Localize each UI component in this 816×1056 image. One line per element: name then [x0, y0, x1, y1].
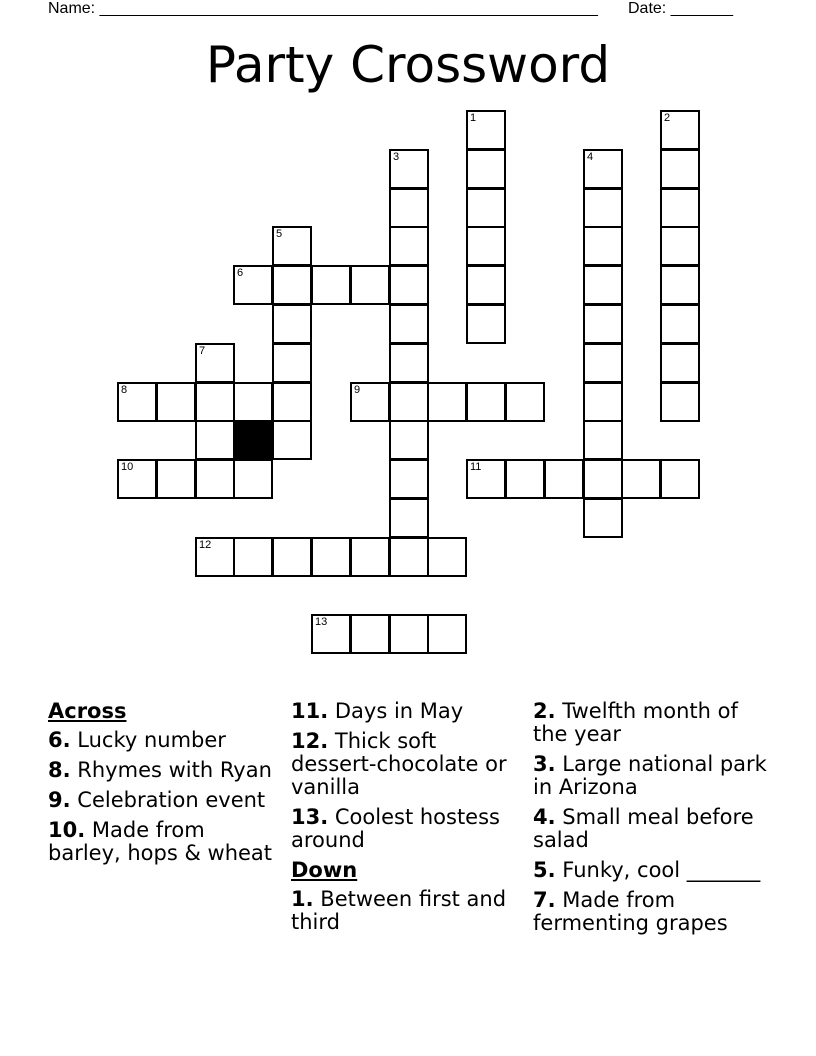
answer-cell[interactable] — [466, 382, 506, 422]
clue-item-number: 10. — [48, 818, 86, 842]
clue-number: 7 — [199, 345, 206, 357]
answer-cell[interactable] — [389, 614, 429, 654]
clue-item-text: Coolest hostess around — [291, 805, 500, 852]
answer-cell[interactable] — [272, 304, 312, 344]
clue-item-text: Small meal before salad — [533, 805, 754, 852]
answer-cell[interactable] — [350, 614, 390, 654]
clue-item-number: 11. — [291, 699, 329, 723]
name-label: Name: — [48, 0, 96, 17]
date-label: Date: — [628, 0, 667, 17]
clue-item-text: Celebration event — [77, 788, 266, 812]
answer-cell[interactable] — [272, 382, 312, 422]
answer-cell[interactable] — [389, 382, 429, 422]
clue-item-number: 9. — [48, 788, 71, 812]
clue-number: 12 — [199, 539, 212, 551]
answer-cell[interactable] — [466, 459, 506, 499]
clue-column-1 — [48, 700, 284, 872]
answer-cell[interactable] — [660, 110, 700, 150]
answer-cell[interactable] — [505, 459, 545, 499]
answer-cell[interactable] — [466, 188, 506, 228]
clue-column-2 — [291, 700, 527, 941]
clue-item-text: Large national park in Arizona — [533, 752, 767, 799]
clue-item-text: Made from fermenting grapes — [533, 888, 728, 935]
answer-cell[interactable] — [156, 459, 196, 499]
clue-item — [48, 729, 284, 752]
clue-item-number: 6. — [48, 728, 71, 752]
clue-item-text: Days in May — [334, 699, 464, 723]
answer-cell[interactable] — [117, 459, 157, 499]
clue-number: 10 — [121, 461, 134, 473]
worksheet-header — [48, 0, 733, 18]
clue-item-number: 5. — [533, 858, 556, 882]
answer-cell[interactable] — [427, 382, 467, 422]
answer-cell[interactable] — [466, 226, 506, 266]
clue-item — [48, 819, 284, 865]
answer-cell[interactable] — [389, 188, 429, 228]
answer-cell[interactable] — [272, 343, 312, 383]
name-blank: ________________________________________________________ — [99, 0, 598, 17]
answer-cell[interactable] — [389, 304, 429, 344]
clue-item-text: Funky, cool _______ — [562, 858, 761, 882]
answer-cell[interactable] — [389, 459, 429, 499]
black-cell — [233, 420, 273, 460]
answer-cell[interactable] — [233, 537, 273, 577]
answer-cell[interactable] — [350, 265, 390, 305]
answer-cell[interactable] — [311, 614, 351, 654]
clue-number: 5 — [276, 228, 283, 240]
answer-cell[interactable] — [505, 382, 545, 422]
clue-item-text: Made from barley, hops & wheat — [48, 818, 273, 865]
clue-column-3 — [533, 700, 769, 942]
answer-cell[interactable] — [233, 382, 273, 422]
answer-cell[interactable] — [583, 498, 623, 538]
answer-cell[interactable] — [311, 537, 351, 577]
clue-item-text: Twelfth month of the year — [533, 699, 738, 746]
answer-cell[interactable] — [195, 343, 235, 383]
answer-cell[interactable] — [583, 265, 623, 305]
clue-number: 3 — [393, 151, 400, 163]
clue-item-number: 1. — [291, 887, 314, 911]
clue-item-text: Lucky number — [77, 728, 226, 752]
answer-cell[interactable] — [544, 459, 584, 499]
clue-item — [291, 888, 527, 934]
answer-cell[interactable] — [389, 498, 429, 538]
answer-cell[interactable] — [583, 304, 623, 344]
answer-cell[interactable] — [272, 226, 312, 266]
answer-cell[interactable] — [389, 420, 429, 460]
answer-cell[interactable] — [389, 537, 429, 577]
date-field — [628, 0, 737, 18]
clue-item-number: 13. — [291, 805, 329, 829]
clue-item-number: 3. — [533, 752, 556, 776]
clue-item — [48, 789, 284, 812]
clue-item — [48, 759, 284, 782]
answer-cell[interactable] — [660, 304, 700, 344]
clue-item — [533, 700, 769, 746]
answer-cell[interactable] — [311, 265, 351, 305]
answer-cell[interactable] — [389, 343, 429, 383]
across-heading: Across — [48, 699, 127, 723]
clue-item-text: Rhymes with Ryan — [77, 758, 272, 782]
clue-item — [533, 859, 769, 882]
answer-cell[interactable] — [195, 382, 235, 422]
clue-number: 6 — [237, 267, 244, 279]
answer-cell[interactable] — [272, 420, 312, 460]
answer-cell[interactable] — [466, 304, 506, 344]
answer-cell[interactable] — [583, 459, 623, 499]
answer-cell[interactable] — [466, 110, 506, 150]
answer-cell[interactable] — [272, 537, 312, 577]
answer-cell[interactable] — [195, 537, 235, 577]
answer-cell[interactable] — [233, 265, 273, 305]
clue-item — [533, 753, 769, 799]
clue-item-number: 12. — [291, 729, 329, 753]
answer-cell[interactable] — [427, 537, 467, 577]
clue-number: 4 — [587, 151, 594, 163]
answer-cell[interactable] — [660, 343, 700, 383]
clue-number: 2 — [664, 112, 671, 124]
down-heading: Down — [291, 858, 358, 882]
answer-cell[interactable] — [583, 343, 623, 383]
answer-cell[interactable] — [272, 265, 312, 305]
answer-cell[interactable] — [233, 459, 273, 499]
clue-item-text: Thick soft dessert-chocolate or vanilla — [291, 729, 507, 799]
answer-cell[interactable] — [389, 265, 429, 305]
clue-item-text: Between first and third — [291, 887, 507, 934]
answer-cell[interactable] — [117, 382, 157, 422]
clue-number: 1 — [470, 112, 477, 124]
answer-cell[interactable] — [350, 382, 390, 422]
answer-cell[interactable] — [466, 265, 506, 305]
page-title: Party Crossword — [205, 36, 611, 94]
answer-cell[interactable] — [195, 420, 235, 460]
clue-item-number: 8. — [48, 758, 71, 782]
answer-cell[interactable] — [427, 614, 467, 654]
clue-number: 9 — [354, 384, 361, 396]
answer-cell[interactable] — [195, 459, 235, 499]
clue-number: 8 — [121, 384, 128, 396]
answer-cell[interactable] — [350, 537, 390, 577]
answer-cell[interactable] — [466, 149, 506, 189]
answer-cell[interactable] — [156, 382, 196, 422]
answer-cell[interactable] — [660, 459, 700, 499]
clue-number: 11 — [470, 461, 482, 473]
answer-cell[interactable] — [583, 188, 623, 228]
clue-item-number: 7. — [533, 888, 556, 912]
clue-item — [291, 700, 527, 723]
answer-cell[interactable] — [660, 188, 700, 228]
clue-item — [533, 889, 769, 935]
answer-cell[interactable] — [660, 149, 700, 189]
answer-cell[interactable] — [660, 382, 700, 422]
date-blank: _______ — [670, 0, 733, 17]
clue-item — [533, 806, 769, 852]
answer-cell[interactable] — [621, 459, 661, 499]
answer-cell[interactable] — [583, 420, 623, 460]
clue-item-number: 2. — [533, 699, 556, 723]
answer-cell[interactable] — [583, 382, 623, 422]
clue-item-number: 4. — [533, 805, 556, 829]
answer-cell[interactable] — [583, 226, 623, 266]
clue-item — [291, 806, 527, 852]
answer-cell[interactable] — [389, 226, 429, 266]
answer-cell[interactable] — [583, 149, 623, 189]
answer-cell[interactable] — [660, 226, 700, 266]
clue-number: 13 — [315, 616, 328, 628]
clue-item — [291, 730, 527, 799]
answer-cell[interactable] — [389, 149, 429, 189]
answer-cell[interactable] — [660, 265, 700, 305]
